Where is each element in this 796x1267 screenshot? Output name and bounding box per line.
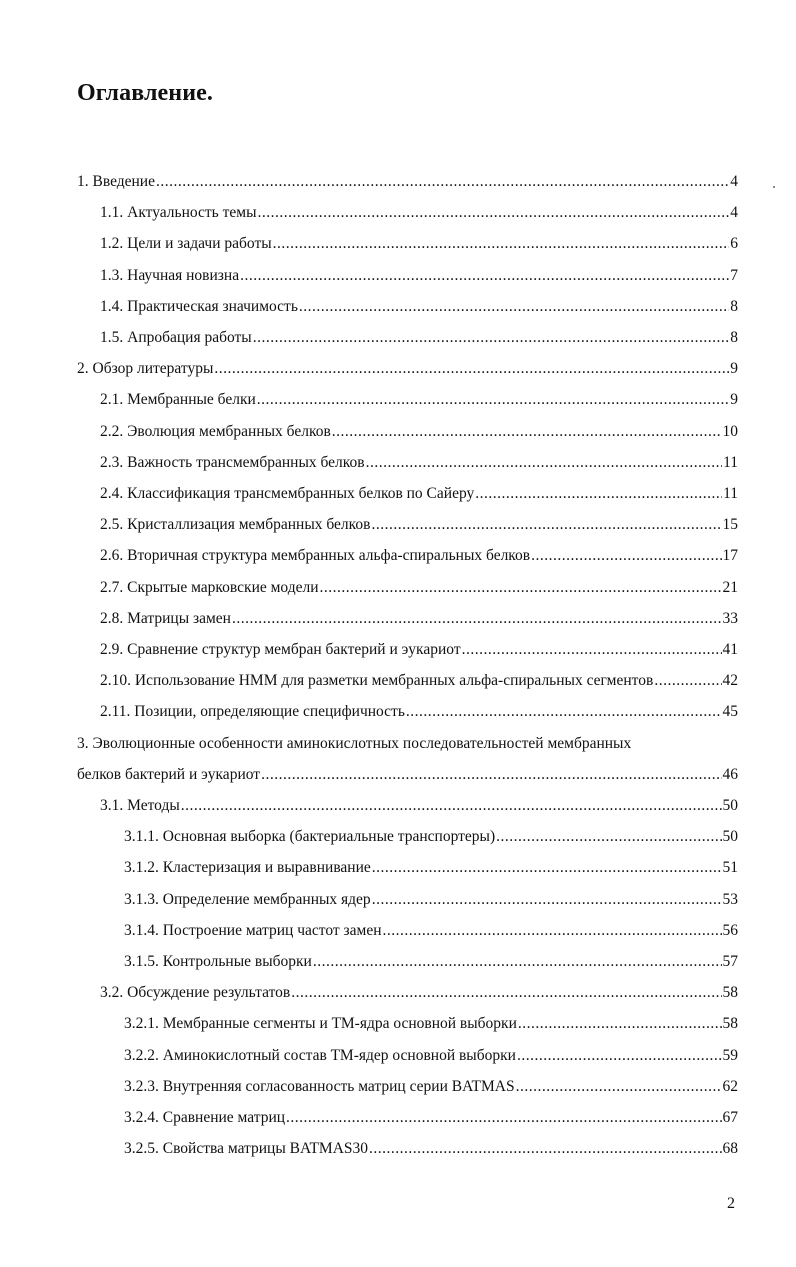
toc-entry-label: 2.2. Эволюция мембранных белков	[100, 422, 331, 440]
dot-leader	[291, 984, 721, 1002]
toc-entry-label: 3.1.3. Определение мембранных ядер	[124, 890, 371, 908]
dot-leader	[496, 828, 721, 846]
toc-entry-page: 15	[722, 516, 738, 534]
toc-entry-page: 58	[722, 984, 738, 1002]
dot-leader	[518, 1015, 722, 1033]
toc-entry-page: 6	[730, 235, 738, 253]
dot-leader	[261, 766, 721, 784]
toc-entry-label: 3.2.3. Внутренняя согласованность матриц серии BATMAS	[124, 1077, 515, 1095]
toc-entry-label: 3.1.5. Контрольные выборки	[124, 953, 312, 970]
toc-entry[interactable]	[100, 695, 738, 721]
dot-leader	[517, 1047, 722, 1065]
toc-entry[interactable]	[124, 820, 738, 846]
toc-entry[interactable]	[100, 227, 738, 253]
toc-entry[interactable]	[100, 508, 738, 534]
toc-entry[interactable]	[124, 914, 738, 940]
toc-entry-label: 2.9. Сравнение структур мембран бактерий и эукариот	[100, 641, 461, 658]
toc-entry-label: 1.2. Цели и задачи работы	[100, 235, 272, 253]
toc-entry-label: 3.2.2. Аминокислотный состав ТМ-ядер основной выборки	[124, 1046, 516, 1064]
toc-entry-label: 2. Обзор литературы	[77, 360, 214, 378]
toc-entry[interactable]	[100, 633, 738, 659]
toc-entry[interactable]	[77, 165, 738, 191]
toc-entry[interactable]	[100, 446, 738, 472]
toc-entry-page: 56	[722, 921, 738, 939]
dot-leader	[273, 235, 730, 253]
dot-leader	[369, 1140, 721, 1158]
dot-leader	[406, 703, 722, 721]
toc-entry-page: 53	[722, 890, 738, 908]
toc-entry-page: 33	[722, 609, 738, 627]
dot-leader	[516, 1078, 722, 1096]
dot-leader	[240, 267, 729, 285]
toc-entry-label: 3.1. Методы	[100, 797, 180, 814]
toc-entry-page: 59	[722, 1046, 738, 1064]
toc-entry-label: белков бактерий и эукариот	[77, 765, 261, 783]
toc-entry-page: 4	[730, 204, 738, 222]
toc-entry[interactable]	[124, 1132, 738, 1158]
dot-leader	[181, 797, 722, 815]
toc-entry-page: 9	[730, 360, 738, 378]
scan-speck	[773, 186, 775, 188]
toc-entry-page: 46	[722, 765, 738, 783]
dot-leader	[332, 423, 722, 441]
toc-entry-label: 1.1. Актуальность темы	[100, 204, 257, 222]
toc-entry-page: 10	[722, 422, 738, 440]
dot-leader	[313, 953, 722, 971]
toc-entry[interactable]	[100, 571, 738, 597]
toc-entry-label: 2.6. Вторичная структура мембранных альфа-спиральных белков	[100, 547, 531, 565]
toc-entry-page: 11	[723, 453, 738, 471]
toc-entry-page: 4	[730, 173, 738, 190]
dot-leader	[156, 173, 729, 191]
dot-leader	[299, 298, 729, 316]
toc-entry-page: 8	[730, 329, 738, 346]
page-number: 2	[727, 1195, 735, 1212]
toc-entry[interactable]	[77, 727, 738, 753]
dot-leader	[372, 859, 722, 877]
toc-entry-label: 2.1. Мембранные белки	[100, 391, 256, 409]
toc-entry-label: 2.8. Матрицы замен	[100, 609, 231, 627]
toc-entry[interactable]	[100, 477, 738, 503]
toc-entry-label: 2.11. Позиции, определяющие специфичность	[100, 703, 405, 721]
toc-entry-page: 62	[722, 1077, 738, 1095]
dot-leader	[257, 391, 729, 409]
dot-leader	[232, 610, 722, 628]
toc-entry-page: 58	[722, 1015, 738, 1033]
dot-leader	[214, 360, 729, 378]
toc-entry-label: 2.4. Классификация трансмембранных белков по Сайеру	[100, 485, 475, 502]
toc-entry[interactable]	[124, 1007, 738, 1033]
dot-leader	[531, 547, 721, 565]
toc-entry[interactable]	[100, 321, 738, 347]
dot-leader	[654, 672, 721, 690]
toc-entry[interactable]	[124, 851, 738, 877]
toc-entry-label: 3.2.4. Сравнение матриц	[124, 1109, 286, 1126]
toc-entry[interactable]	[100, 259, 738, 285]
toc-entry-page: 42	[722, 672, 738, 690]
dot-leader	[372, 891, 722, 909]
dot-leader	[257, 204, 729, 222]
toc-entry[interactable]	[100, 789, 738, 815]
toc-entry[interactable]	[124, 1070, 738, 1096]
toc-entry-page: 50	[722, 797, 738, 814]
toc-entry[interactable]	[124, 945, 738, 971]
toc-entry-page: 21	[722, 578, 738, 596]
toc-entry-label: 3.1.2. Кластеризация и выравнивание	[124, 859, 371, 877]
toc-entry[interactable]	[124, 883, 738, 909]
page-title: Оглавление.	[77, 80, 213, 106]
toc-entry[interactable]	[100, 539, 738, 565]
toc-entry[interactable]	[100, 976, 738, 1002]
dot-leader	[366, 454, 722, 472]
toc-entry[interactable]	[100, 415, 738, 441]
toc-entry-page: 45	[722, 703, 738, 721]
toc-entry[interactable]	[100, 602, 738, 628]
toc-entry-page: 67	[722, 1109, 738, 1126]
toc-entry-page: 11	[723, 485, 738, 502]
toc-entry-page: 17	[722, 547, 738, 565]
dot-leader	[462, 641, 722, 659]
toc-entry-label: 2.5. Кристаллизация мембранных белков	[100, 516, 371, 534]
toc-entry-label: 3.2.5. Свойства матрицы BATMAS30	[124, 1140, 369, 1158]
toc-entry-label: 3.2. Обсуждение результатов	[100, 984, 291, 1002]
toc-entry[interactable]	[100, 196, 738, 222]
dot-leader	[253, 329, 730, 347]
toc-entry-page: 51	[722, 859, 738, 877]
toc-entry-page: 68	[722, 1140, 738, 1158]
toc-entry-label: 2.7. Скрытые марковские модели	[100, 578, 319, 596]
toc-entry-page: 8	[730, 297, 738, 315]
dot-leader	[286, 1109, 721, 1127]
toc-entry-label: 3.1.4. Построение матриц частот замен	[124, 921, 382, 939]
dot-leader	[383, 922, 722, 940]
toc-entry-label: 3.1.1. Основная выборка (бактериальные транспортеры)	[124, 828, 496, 846]
dot-leader	[475, 485, 722, 503]
toc-entry-label: 1.4. Практическая значимость	[100, 297, 298, 315]
toc-entry-label: 1.3. Научная новизна	[100, 266, 240, 284]
toc-entry[interactable]	[100, 664, 738, 690]
toc-entry-page: 57	[722, 953, 738, 970]
dot-leader	[320, 579, 722, 597]
toc-entry[interactable]	[124, 1039, 738, 1065]
toc-entry-label: 1.5. Апробация работы	[100, 329, 252, 346]
toc-entry[interactable]	[124, 1101, 738, 1127]
toc-entry-label: 2.10. Использование HMM для разметки мембранных альфа-спиральных сегментов	[100, 672, 654, 690]
toc-entry[interactable]	[100, 383, 738, 409]
toc-entry-label: 2.3. Важность трансмембранных белков	[100, 453, 365, 471]
toc-entry-page: 50	[722, 828, 738, 846]
toc-entry[interactable]	[77, 758, 738, 784]
toc-entry-page: 9	[730, 391, 738, 409]
toc-entry-page: 41	[722, 641, 738, 658]
toc-entry[interactable]	[77, 352, 738, 378]
toc-entry[interactable]	[100, 290, 738, 316]
dot-leader	[371, 516, 721, 534]
toc-entry-label: 3. Эволюционные особенности аминокислотных последовательностей мембранных	[77, 734, 632, 752]
toc-entry-label: 3.2.1. Мембранные сегменты и ТМ-ядра основной выборки	[124, 1015, 517, 1033]
toc-entry-label: 1. Введение	[77, 173, 155, 190]
toc-entry-page: 7	[730, 266, 738, 284]
